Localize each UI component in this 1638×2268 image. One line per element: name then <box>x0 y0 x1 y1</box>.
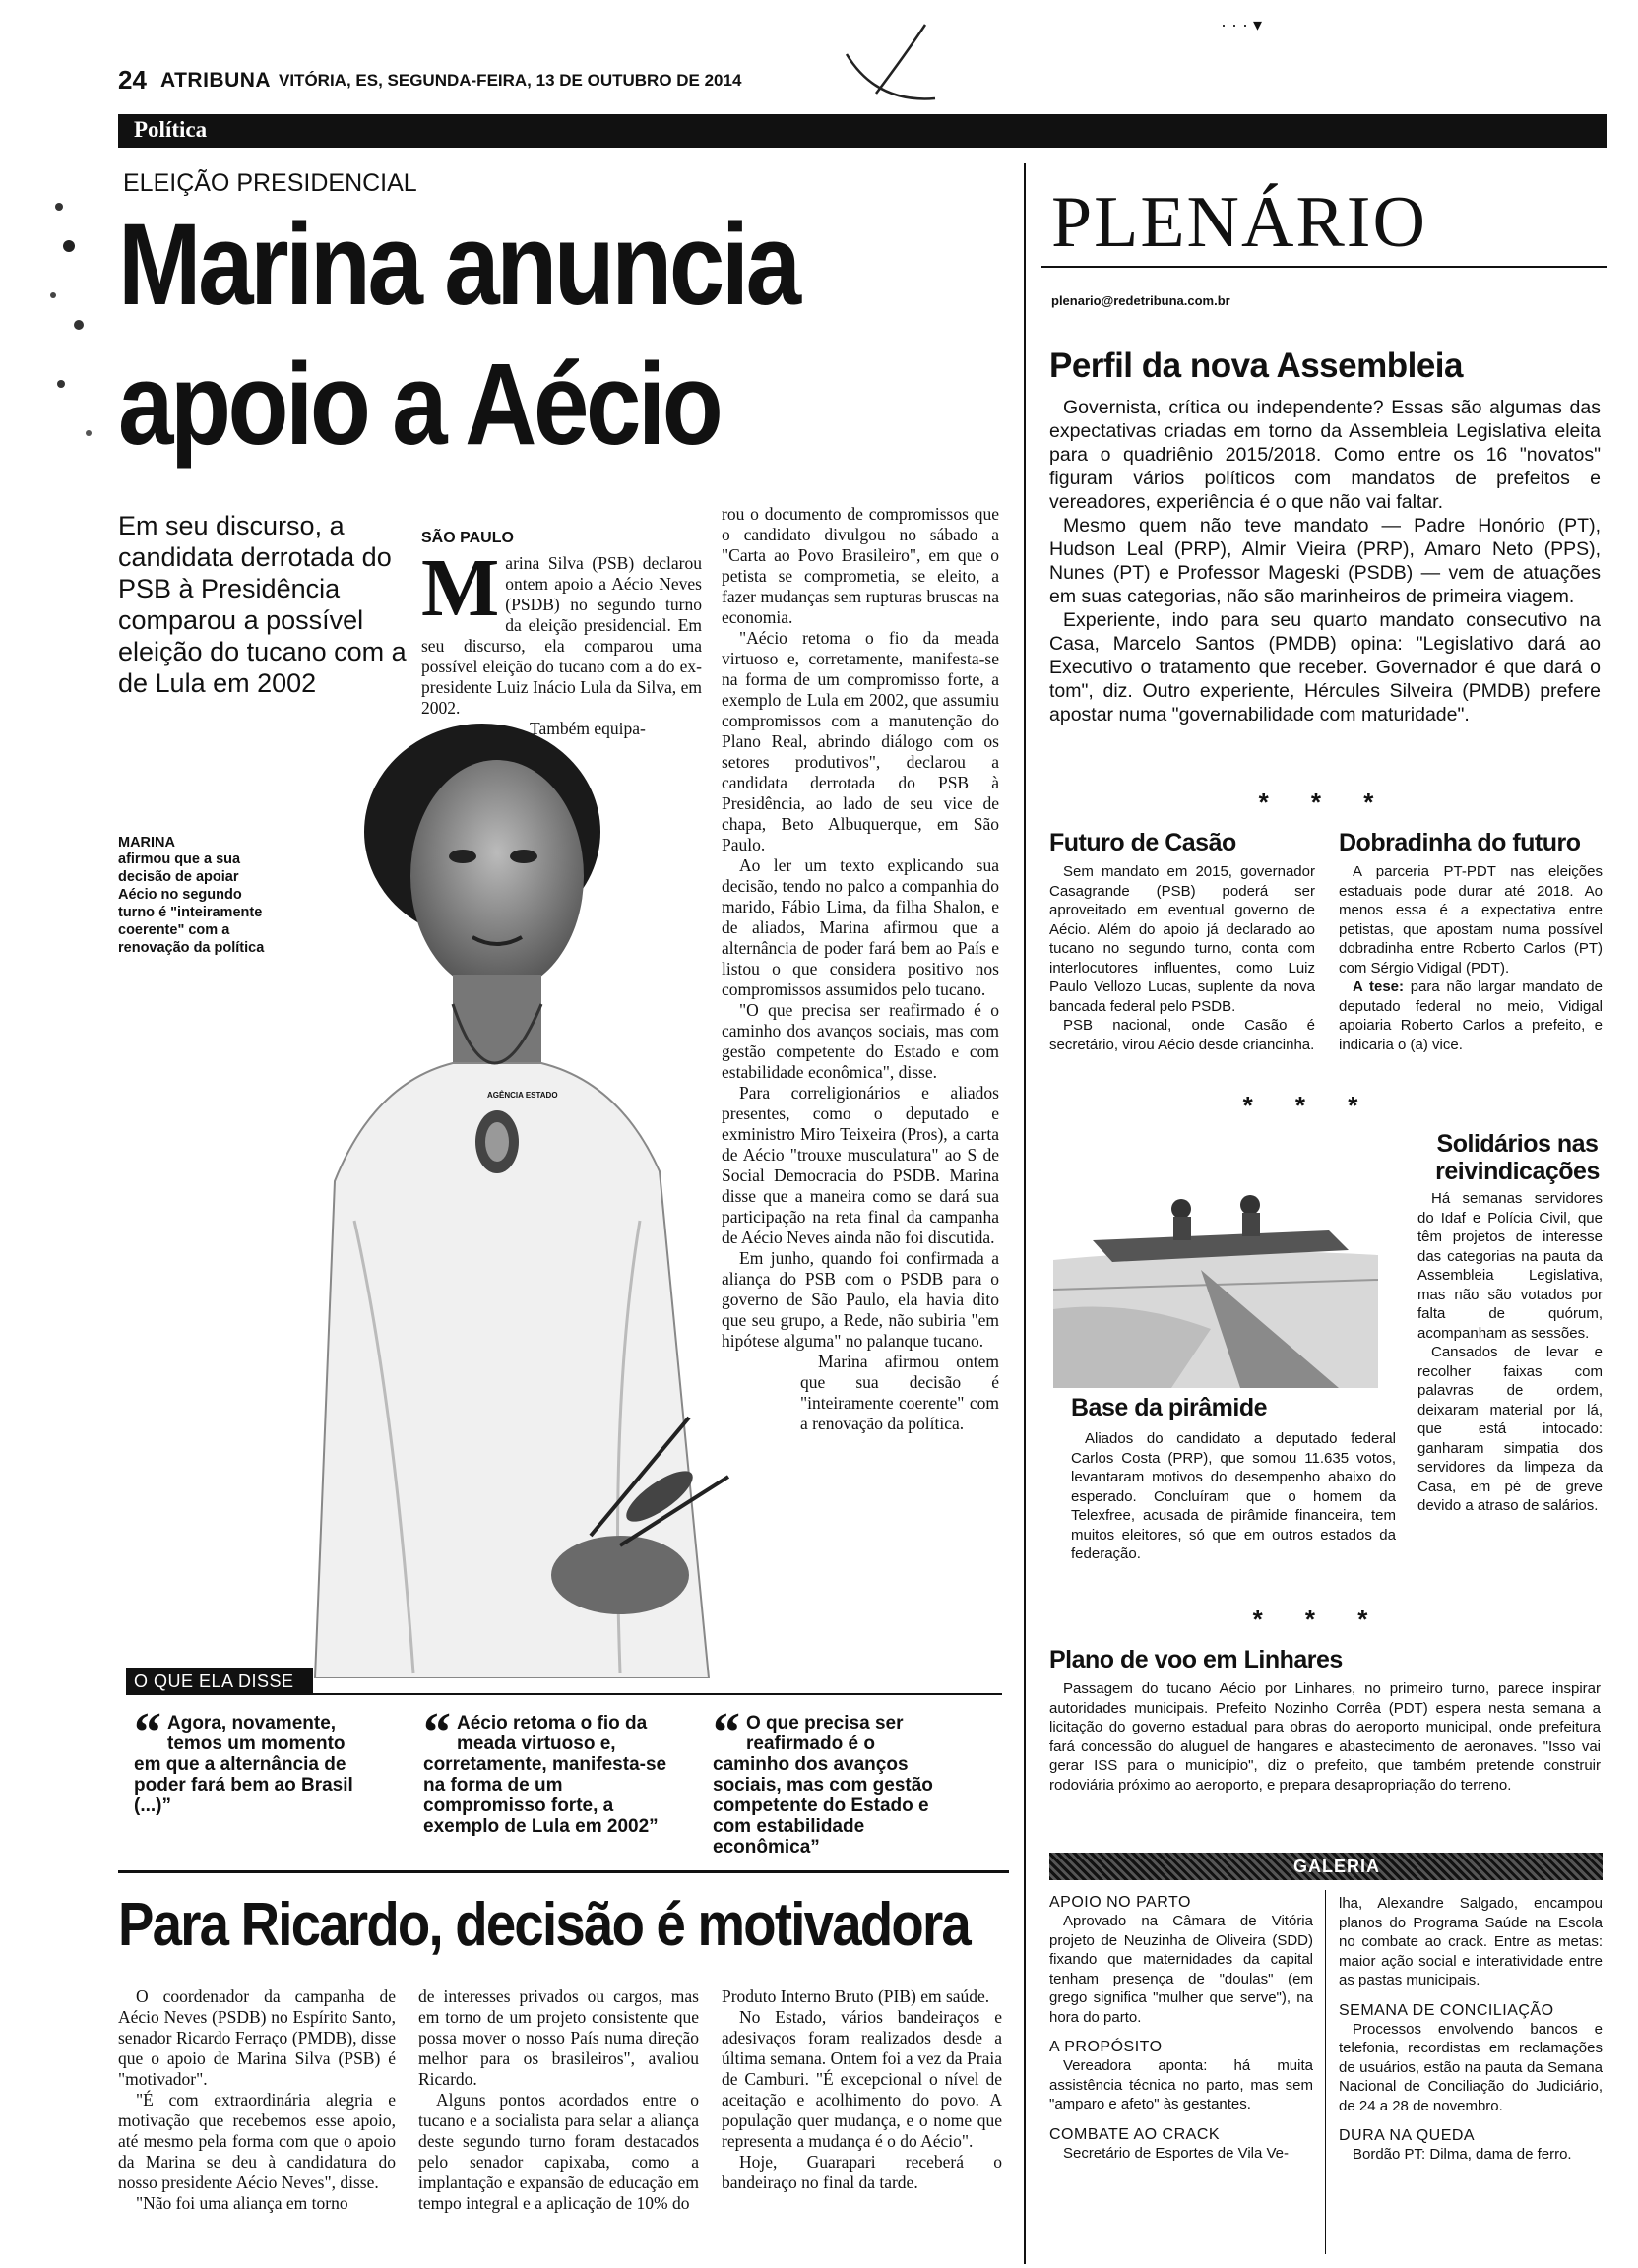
story-paragraph: Hoje, Guarapari receberá o bandeiraço no final da tarde. <box>722 2152 1002 2192</box>
galeria-item-text: Vereadora aponta: há muita assistência técnica no parto, mas sem "amparo e afeto" às gestantes. <box>1049 2057 1313 2112</box>
story-paragraph: "Não foi uma aliança em torno <box>136 2193 348 2213</box>
note-title: Solidários nas reivindicações <box>1435 1130 1600 1185</box>
quote-open-mark: “ <box>423 1702 451 1763</box>
note-paragraph: A parceria PT-PDT nas eleições estaduais pode durar até 2018. Ao menos essa é a expectativa entre petistas, que apostam numa possível dobradinha entre Roberto Carlos (PT) com Sérgio Vidigal (PDT). <box>1339 863 1603 976</box>
second-column-1 <box>118 1986 396 2214</box>
kicker: ELEIÇÃO PRESIDENCIAL <box>123 169 417 197</box>
galeria-title: GALERIA <box>1293 1857 1380 1876</box>
galeria-item-text: Aprovado na Câmara de Vitória projeto de Neuzinha de Oliveira (SDD) fixando que maternidades da capital tenham presença de "doulas" (em grego significa "mulher que serve"), na hora do parto. <box>1049 1913 1313 2026</box>
drop-cap: M <box>421 542 500 634</box>
section-bar <box>118 114 1607 148</box>
note-paragraph: Aliados do candidato a deputado federal Carlos Costa (PRP), que somou 11.635 votos, levantaram motivos do desempenho abaixo do esperado. Concluíram que o homem da Telexfree, acusada de pirâmide financeira, tem muitos eleitores, só que em outros estados da federação. <box>1071 1430 1396 1562</box>
story-paragraph: Em junho, quando foi confirmada a aliança do PSB com o PSDB para o governo de São Paulo, ela havia dito que seu grupo, a Rede, não subiria "em hipótese alguma" no palanque tucano. <box>722 1248 999 1351</box>
note-paragraph: Cansados de levar e recolher faixas com palavras de ordem, deixaram material por lá, que está intocado: ganharam simpatia dos servidores da limpeza da Casa, em pé de greve devido a atraso de salários. <box>1418 1344 1603 1514</box>
story-column-2 <box>722 504 999 1434</box>
plenario-email: plenario@redetribuna.com.br <box>1051 293 1230 308</box>
plenario-rule <box>1041 266 1607 268</box>
quotes-title: O QUE ELA DISSE <box>134 1671 294 1691</box>
galeria-item-title: A PROPÓSITO <box>1049 2039 1163 2055</box>
second-headline: Para Ricardo, decisão é motivadora <box>118 1891 971 1959</box>
quote-1 <box>134 1702 370 1816</box>
column-divider <box>1024 163 1026 2264</box>
note-paragraph: PSB nacional, onde Casão é secretário, virou Aécio desde criancinha. <box>1049 1017 1315 1053</box>
story-paragraph: "É com extraordinária alegria e motivação que recebemos esse apoio, até mesmo pela forma com que o apoio da Marina se deu à candidatura do nosso presidente Aécio Neves", disse. <box>118 2090 396 2192</box>
story-paragraph: arina Silva (PSB) declarou ontem apoio a Aécio Neves (PSDB) no segundo turno da eleição presidencial. Em seu discurso, ela comparou uma possível eleição do tucano com a do ex-presidente Luiz Inácio Lula da Silva, em 2002. <box>421 553 702 718</box>
caption-text: afirmou que a sua decisão de apoiar Aécio no segundo turno é "inteiramente coerente" com a renovação da política <box>118 851 265 956</box>
note-title: Plano de voo em Linhares <box>1049 1646 1343 1673</box>
quote-text: O que precisa ser reafirmado é o caminho dos avanços sociais, mas com gestão competente do Estado e com estabilidade econômica <box>713 1713 933 1858</box>
quotes-rule <box>313 1693 1002 1695</box>
second-column-3 <box>722 1986 1002 2193</box>
story-paragraph: Para correligionários e aliados presentes, como o deputado e exministro Miro Teixeira (Pros), a carta de Aécio "trouxe musculatura" ao S de Social Democracia do PSDB. Marina disse que a maneira como se dará sua participação na reta final da campanha de Aécio Neves ainda não foi discutida. <box>722 1083 999 1247</box>
note-paragraph: para não largar mandato de deputado federal no meio, Vidigal apoiaria Roberto Carlos a prefeito, e indicaria o (a) vice. <box>1339 978 1603 1053</box>
story-paragraph: "O que precisa ser reafirmado é o caminho dos avanços sociais, mas com gestão competente do Estado e com estabilidade econômica", disse. <box>722 1000 999 1082</box>
dateline: VITÓRIA, ES, SEGUNDA-FEIRA, 13 DE OUTUBRO DE 2014 <box>279 71 742 90</box>
quote-text: Aécio retoma o fio da meada virtuoso e, corretamente, manifesta-se na forma de um compromisso forte, a exemplo de Lula em 2002 <box>423 1713 667 1837</box>
scan-mark-icon: · · · ▾ <box>1221 15 1263 34</box>
note-body <box>1049 862 1315 1054</box>
story-dateline: SÃO PAULO <box>421 530 514 546</box>
stars-divider: * * * <box>1242 1091 1376 1120</box>
lead-body <box>1049 396 1601 726</box>
handwritten-mark-icon <box>837 15 955 108</box>
second-column-2 <box>418 1986 699 2214</box>
galeria-item-title: DURA NA QUEDA <box>1339 2127 1476 2144</box>
galeria-item-text: Secretário de Esportes de Vila Ve- <box>1063 2144 1290 2162</box>
story-paragraph: Também equipa- <box>530 719 646 738</box>
story-paragraph: No Estado, vários bandeiraços e adesivaços foram realizados desde a última semana. Ontem foi a vez da Praia de Camburi. "É excepcional o nível de aceitação e acolhimento do povo. A população quer mudança, e o nome que representa a mudança é o do Aécio". <box>722 2007 1002 2151</box>
galeria-bar <box>1049 1853 1603 1880</box>
deck: Em seu discurso, a candidata derrotada do PSB à Presidência comparou a possível eleição do tucano com a de Lula em 2002 <box>118 511 407 698</box>
galeria-item-text: lha, Alexandre Salgado, encampou planos do Programa Saúde na Escola no combate ao crack. Entre as metas: maior ação social e interatividade entre as pastas municipais. <box>1339 1895 1603 1988</box>
galeria-item-title: SEMANA DE CONCILIAÇÃO <box>1339 2001 1554 2019</box>
note-body <box>1071 1429 1396 1564</box>
headline-line-2: apoio a Aécio <box>118 340 721 470</box>
stars-divider: * * * <box>1252 1605 1386 1634</box>
section-label: Política <box>134 117 208 142</box>
headline-line-1: Marina anuncia <box>118 200 798 330</box>
caption-name: MARINA <box>118 835 175 850</box>
photo-credit: AGÊNCIA ESTADO <box>487 1091 558 1100</box>
photo-caption <box>118 835 266 957</box>
galeria-item-text: Processos envolvendo bancos e telefonia, recordistas em reclamações de usuários, estão na pauta da Semana Nacional de Conciliação do Judiciário, de 24 a 28 de novembro. <box>1339 2020 1603 2114</box>
lead-paragraph: Mesmo quem não teve mandato — Padre Honório (PT), Hudson Leal (PRP), Almir Vieira (PRP), Amaro Neto (PPS), Nunes (PT) e Professor Mageski (PSDB) — vem de atuações em suas categorias, não são marinheiros de primeira viagem. <box>1049 515 1601 607</box>
galeria-column-1 <box>1049 1894 1313 2163</box>
quote-close-mark: ” <box>161 1796 171 1816</box>
note-label: A tese: <box>1353 978 1404 995</box>
note-title: Futuro de Casão <box>1049 829 1236 856</box>
note-paragraph: Sem mandato em 2015, governador Casagrande (PSB) poderá ser aproveitado em eventual governo de Aécio. Além do apoio já declarado ao tucano no segundo turno, conta com interlocutores influentes, como Luiz Paulo Vellozo Lucas, suplente da nova bancada federal pelo PSDB. <box>1049 863 1315 1015</box>
quote-close-mark: ” <box>810 1837 820 1858</box>
scan-noise-icon <box>39 187 118 482</box>
quotes-title-bar <box>126 1668 313 1695</box>
quote-open-mark: “ <box>134 1702 161 1763</box>
story-paragraph: O coordenador da campanha de Aécio Neves (PSDB) no Espírito Santo, senador Ricardo Ferraço (PMDB), disse que o apoio de Marina Silva (PSB) é "motivador". <box>118 1986 396 2089</box>
quote-2 <box>423 1702 669 1837</box>
lead-paragraph: Experiente, indo para seu quarto mandato consecutivo na Casa, Marcelo Santos (PMDB) opina: "Legislativo dará ao Executivo o tratamento que receber. Governador é que dará o tom", diz. Outro experiente, Hércules Silveira (PMDB) prefere apostar numa "governabilidade com maturidade". <box>1049 609 1601 725</box>
paper-name: ATRIBUNA <box>160 69 272 92</box>
quote-text: Agora, novamente, temos um momento em que a alternância de poder fará bem ao Brasil (...) <box>134 1713 353 1816</box>
note-body <box>1339 862 1603 1054</box>
plenario-title: PLENÁRIO <box>1051 182 1427 263</box>
galeria-divider <box>1325 1890 1326 2254</box>
note-paragraph: Há semanas servidores do Idaf e Polícia Civil, que têm projetos de interesse das categorias na pauta da Assembleia Legislativa, mas não são votados por falta de quórum, acompanham as sessões. <box>1418 1190 1603 1342</box>
marina-photo <box>295 709 768 1678</box>
stars-divider: * * * <box>1258 788 1392 817</box>
story-paragraph: Alguns pontos acordados entre o tucano e a socialista para selar a aliança deste segundo turno foram destacados pelo senador capixaba, como a implantação e expansão de educação em tempo integral e a aplicação de 10% do <box>418 2090 699 2213</box>
note-body <box>1049 1679 1601 1795</box>
story-paragraph: Ao ler um texto explicando sua decisão, tendo no palco a companhia do marido, Fábio Lima, da filha Shalon, e de aliados, Marina afirmou que a alternância de poder fará bem ao País e listou o que considera positivo nos compromissos assumidos pelo tucano. <box>722 855 999 999</box>
galeria-column-2 <box>1339 1894 1603 2165</box>
boat-photo <box>1053 1152 1378 1388</box>
note-title: Dobradinha do futuro <box>1339 829 1581 856</box>
quote-open-mark: “ <box>713 1702 740 1763</box>
story-paragraph: Marina afirmou ontem que sua decisão é "inteiramente coerente" com a renovação da política. <box>800 1352 999 1433</box>
lead-headline: Perfil da nova Assembleia <box>1049 346 1463 385</box>
galeria-item-title: APOIO NO PARTO <box>1049 1894 1191 1911</box>
story-paragraph: "Aécio retoma o fio da meada virtuoso e, corretamente, manifesta-se na forma de um compromisso forte, a exemplo de Lula em 2002, que assumiu compromissos com a manutenção do Plano Real, abrindo diálogo com os setores produtivos", declarou a candidata derrotada do PSB à Presidência, ao lado de seu vice de chapa, Beto Albuquerque, em São Paulo. <box>722 628 999 854</box>
story-paragraph: de interesses privados ou cargos, mas em torno de um projeto consistente que possa mover o nosso País numa direção melhor para os brasileiros", avaliou Ricardo. <box>418 1986 699 2089</box>
story-paragraph: Produto Interno Bruto (PIB) em saúde. <box>722 1986 990 2006</box>
story-paragraph: rou o documento de compromissos que o candidato divulgou no sábado a "Carta ao Povo Brasileiro", em que o petista se comprometia, se eleito, a fazer mudanças sem rupturas bruscas na economia. <box>722 504 999 627</box>
note-title: Base da pirâmide <box>1071 1394 1268 1421</box>
galeria-item-title: COMBATE AO CRACK <box>1049 2125 1221 2143</box>
story-column-1 <box>421 542 702 739</box>
quote-3 <box>713 1702 954 1858</box>
note-body <box>1418 1189 1603 1516</box>
section-divider <box>118 1870 1009 1873</box>
lead-paragraph: Governista, crítica ou independente? Essas são algumas das expectativas criadas em torno da Assembleia Legislativa eleita para o quadriênio 2015/2018. Como entre os 16 "novatos" figuram vários políticos com mandatos de prefeitos e vereadores, experiência é o que não vai faltar. <box>1049 397 1601 513</box>
page-number: 24 <box>118 65 147 94</box>
quote-close-mark: ” <box>649 1816 659 1837</box>
note-paragraph: Passagem do tucano Aécio por Linhares, no primeiro turno, parece inspirar autoridades municipais. Prefeito Nozinho Corrêa (PDT) espera nesta semana a licitação do governo estadual para obras do aeroporto municipal, onde prefeitura fará concessão do aluguel de hangares e abastecimento de aeronaves. "Isso vai gerar ISS para o município", diz o prefeito, que também pretende construir rodoviária próximo ao aeroporto, e prepara desapropriação do terreno. <box>1049 1680 1601 1794</box>
galeria-item-text: Bordão PT: Dilma, dama de ferro. <box>1353 2146 1572 2163</box>
